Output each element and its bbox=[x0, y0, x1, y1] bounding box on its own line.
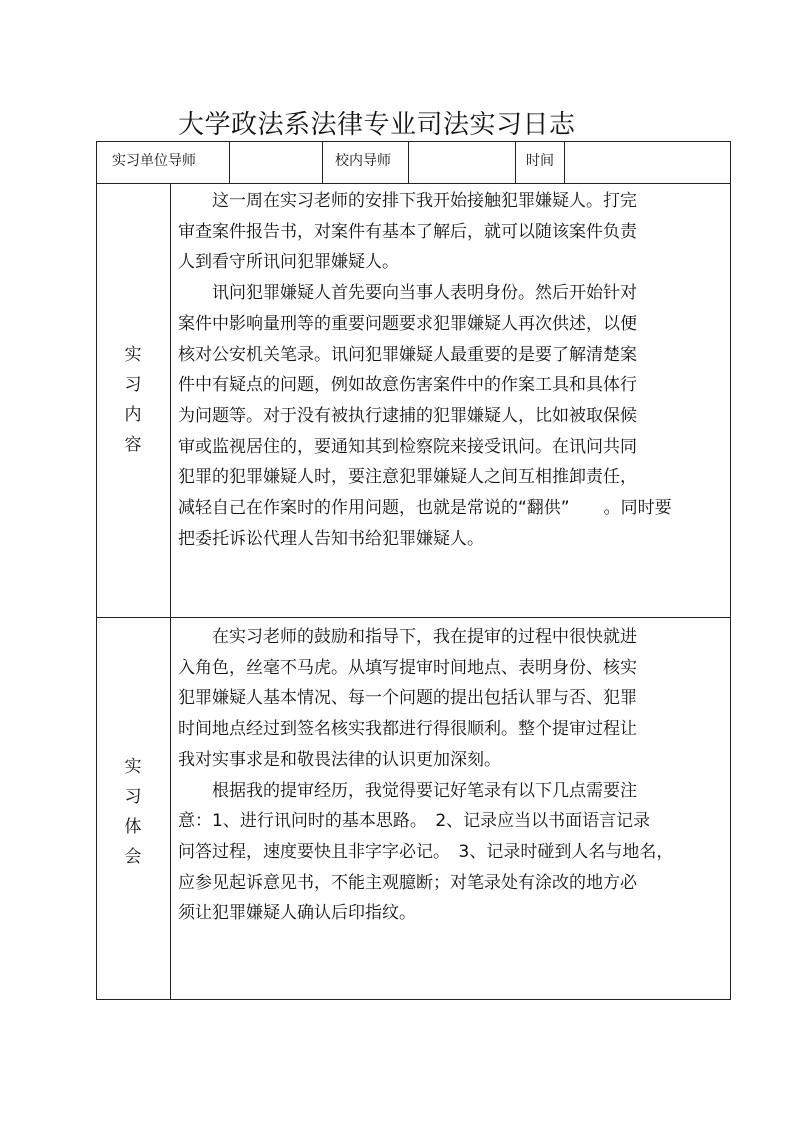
header-divider-4 bbox=[515, 141, 516, 183]
text-line: 审查案件报告书，对案件有基本了解后，就可以随该案件负责 bbox=[178, 221, 637, 242]
label-column-divider bbox=[170, 183, 171, 999]
label-char: 实 bbox=[124, 345, 142, 365]
table-divider-header bbox=[96, 183, 731, 184]
text-line: 须让犯罪嫌疑人确认后印指纹。 bbox=[178, 903, 416, 924]
time-label: 时间 bbox=[526, 153, 554, 169]
text-line: 人到看守所讯问犯罪嫌疑人。 bbox=[178, 252, 399, 273]
experience-section-body bbox=[178, 622, 673, 929]
school-tutor-field[interactable] bbox=[409, 141, 515, 183]
text-line: 审或监视居住的，要通知其到检察院来接受讯问。在讯问共同 bbox=[178, 436, 637, 457]
text-line: 件中有疑点的问题，例如故意伤害案件中的作案工具和具体行 bbox=[178, 375, 637, 396]
text-line: 犯罪嫌疑人基本情况、每一个问题的提出包括认罪与否、犯罪 bbox=[178, 688, 637, 709]
text-line: 这一周在实习老师的安排下我开始接触犯罪嫌疑人。打完 bbox=[178, 191, 637, 211]
label-char: 会 bbox=[124, 847, 142, 867]
label-char: 体 bbox=[124, 817, 142, 837]
label-char: 习 bbox=[124, 375, 142, 395]
text-line: 把委托诉讼代理人告知书给犯罪嫌疑人。 bbox=[178, 528, 484, 549]
label-char: 实 bbox=[124, 757, 142, 777]
unit-tutor-label: 实习单位导师 bbox=[112, 153, 196, 169]
text-line: 为问题等。对于没有被执行逮捕的犯罪嫌疑人，比如被取保候 bbox=[178, 405, 637, 426]
unit-tutor-field[interactable] bbox=[230, 141, 322, 183]
table-divider-sections bbox=[96, 617, 731, 618]
school-tutor-label: 校内导师 bbox=[335, 153, 391, 169]
label-char: 习 bbox=[124, 787, 142, 807]
text-line: 我对实事求是和敬畏法律的认识更加深刻。 bbox=[178, 749, 501, 770]
text-line: 犯罪的犯罪嫌疑人时，要注意犯罪嫌疑人之间互相推卸责任， bbox=[178, 467, 637, 488]
text-line: 核对公安机关笔录。讯问犯罪嫌疑人最重要的是要了解清楚案 bbox=[178, 344, 637, 365]
label-char: 内 bbox=[124, 405, 142, 425]
text-line: 问答过程，速度要快且非字字必记。 3、记录时碰到人名与地名， bbox=[178, 841, 674, 862]
header-divider-2 bbox=[322, 141, 323, 183]
page-title: 大学政法系法律专业司法实习日志 bbox=[178, 110, 576, 140]
label-char: 容 bbox=[124, 435, 142, 455]
text-line: 讯问犯罪嫌疑人首先要向当事人表明身份。然后开始针对 bbox=[178, 283, 637, 304]
text-line: 根据我的提审经历，我觉得要记好笔录有以下几点需要注 bbox=[178, 780, 637, 801]
text-line: 减轻自己在作案时的作用问题，也就是常说的“翻供” 。同时要 bbox=[178, 498, 672, 519]
table-border-right bbox=[730, 141, 731, 1000]
text-line: 在实习老师的鼓励和指导下，我在提审的过程中很快就进 bbox=[178, 627, 637, 647]
text-line: 时间地点经过到签名核实我都进行得很顺利。整个提审过程让 bbox=[178, 719, 637, 740]
table-border-bottom bbox=[96, 999, 731, 1000]
text-line: 入角色，丝毫不马虎。从填写提审时间地点、表明身份、核实 bbox=[178, 657, 637, 678]
text-line: 应参见起诉意见书，不能主观臆断；对笔录处有涂改的地方必 bbox=[178, 872, 637, 893]
experience-section-label bbox=[96, 752, 170, 872]
time-field[interactable] bbox=[565, 141, 730, 183]
content-section-label bbox=[96, 340, 170, 460]
content-section-body bbox=[178, 186, 672, 554]
text-line: 意：1、进行讯问时的基本思路。 2、记录应当以书面语言记录 bbox=[178, 811, 651, 832]
text-line: 案件中影响量刑等的重要问题要求犯罪嫌疑人再次供述，以便 bbox=[178, 313, 637, 334]
